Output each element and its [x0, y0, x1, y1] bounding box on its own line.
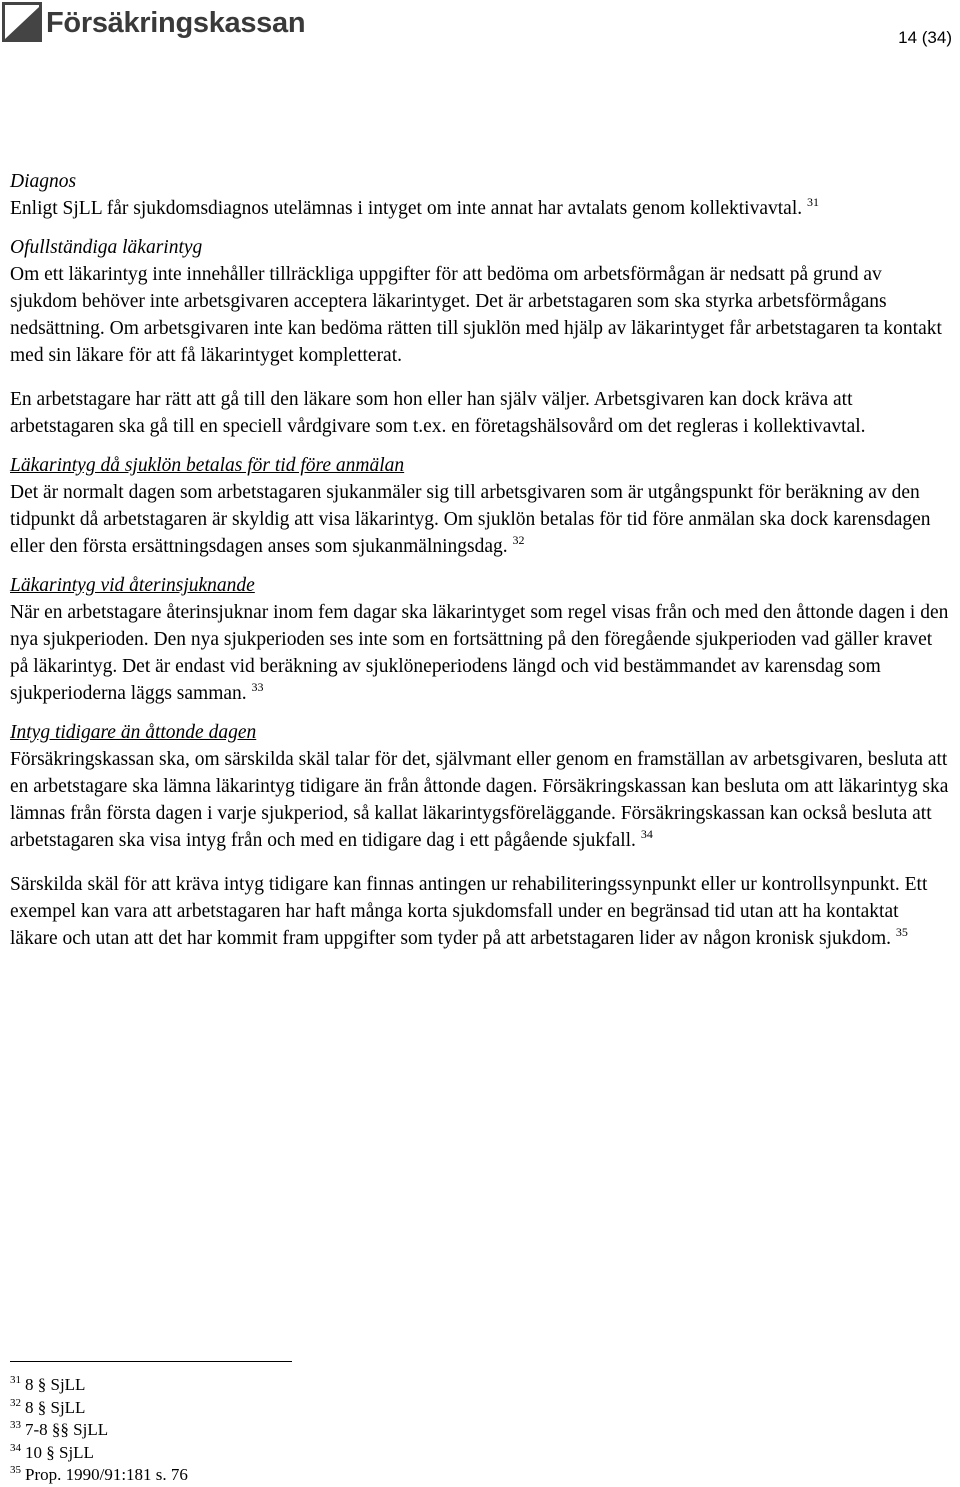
footnote	[10, 1464, 188, 1487]
paragraph-ofullstandiga-1: Om ett läkarintyg inte innehåller tillräckliga uppgifter för att bedöma om arbetsförmågan är nedsatt på grund av sjukdom behöver inte arbetsgivaren acceptera läkarintyget. Det är arbetstagaren som ska styrka arbetsförmågans nedsättning. Om arbetsgivaren inte kan bedöma rätten till sjuklön med hjälp av läkarintyget får arbetstagaren ta kontakt med sin läkare för att få läkarintyget kompletterat.	[10, 264, 942, 366]
footnotes	[10, 1374, 188, 1487]
paragraph-text: Enligt SjLL får sjukdomsdiagnos utelämnas i intyget om inte annat har avtalats genom kollektivavtal.	[10, 198, 803, 219]
footnote-number: 32	[10, 1396, 21, 1409]
heading-ofullstandiga: Ofullständiga läkarintyg	[10, 237, 203, 258]
footnote-ref: 34	[640, 827, 653, 841]
paragraph-text: Försäkringskassan ska, om särskilda skäl talar för det, självmant eller genom en framställan av arbetsgivaren, besluta att en arbetstagare ska lämna läkarintyg tidigare än från åttonde dagen. Försäkringskassan kan besluta om att läkarintyg ska lämnas från första dagen i varje sjukperiod, så kallat läkarintygsföreläggande. Försäkringskassan kan också besluta att arbetstagaren ska visa intyg från och med en tidigare dag i ett pågående sjukfall.	[10, 749, 949, 851]
paragraph-text: När en arbetstagare återinsjuknar inom fem dagar ska läkarintyget som regel visas från och med den åttonde dagen i den nya sjukperioden. Den nya sjukperioden ses inte som en fortsättning på den föregående sjukperioden vad gäller kravet på läkarintyg. Det är endast vid beräkning av sjuklöneperiodens längd och vid bestämmandet av karensdag som sjukperioderna läggs samman.	[10, 602, 949, 704]
footnote-text: 8 § SjLL	[25, 1375, 86, 1394]
house-logo-icon	[2, 2, 42, 42]
footnote-text: 7-8 §§ SjLL	[25, 1420, 109, 1439]
heading-aterinsjuknande: Läkarintyg vid återinsjuknande	[10, 575, 255, 596]
logo-text: Försäkringskassan	[46, 6, 306, 39]
paragraph-tidigare-2	[10, 871, 950, 952]
paragraph-tidigare-1	[10, 746, 950, 854]
footnote-ref: 33	[251, 680, 264, 694]
footnote	[10, 1397, 188, 1420]
footnote-number: 34	[10, 1441, 21, 1454]
footnote	[10, 1374, 188, 1397]
agency-logo	[2, 2, 305, 42]
footnote	[10, 1442, 188, 1465]
document-body	[10, 168, 950, 952]
footnote-ref: 35	[895, 925, 908, 939]
footnote-ref: 31	[807, 195, 819, 209]
footnote-ref: 32	[512, 533, 525, 547]
paragraph-text: Särskilda skäl för att kräva intyg tidigare kan finnas antingen ur rehabiliteringssynpunkt eller ur kontrollsynpunkt. Ett exempel kan vara att arbetstagaren har haft många korta sjukdomsfall under en begränsad tid utan att ha kontaktat läkare och utan att det har kommit fram uppgifter som tyder på att arbetstagaren lider av någon kronisk sjukdom.	[10, 874, 928, 949]
footnote-number: 33	[10, 1419, 21, 1431]
paragraph-diagnos	[10, 195, 950, 222]
paragraph-fore-anmalan	[10, 479, 950, 560]
heading-fore-anmalan: Läkarintyg då sjuklön betalas för tid före anmälan	[10, 455, 405, 476]
paragraph-aterinsjuknande	[10, 599, 950, 707]
paragraph-ofullstandiga-2: En arbetstagare har rätt att gå till den läkare som hon eller han själv väljer. Arbetsgivaren kan dock kräva att arbetstagaren ska gå till en speciell vårdgivare som t.ex. en företagshälsovård om det regleras i kollektivavtal.	[10, 389, 866, 437]
footnote-text: Prop. 1990/91:181 s. 76	[25, 1465, 188, 1484]
footnote-text: 8 § SjLL	[25, 1397, 86, 1417]
footnote-number: 31	[10, 1374, 21, 1386]
footnote-divider	[10, 1361, 292, 1362]
paragraph-text: Det är normalt dagen som arbetstagaren sjukanmäler sig till arbetsgivaren som är utgångspunkt för beräkning av den tidpunkt då arbetstagaren är skyldig att visa läkarintyg. Om sjuklön betalas för tid före anmälan ska dock karensdagen eller den första ersättningsdagen anses som sjukanmälningsdag.	[10, 482, 931, 557]
heading-tidigare: Intyg tidigare än åttonde dagen	[10, 722, 257, 743]
page-number: 14 (34)	[898, 28, 952, 47]
heading-diagnos: Diagnos	[10, 171, 77, 192]
footnote	[10, 1419, 188, 1442]
footnote-text: 10 § SjLL	[25, 1442, 94, 1462]
footnote-number: 35	[10, 1464, 21, 1476]
